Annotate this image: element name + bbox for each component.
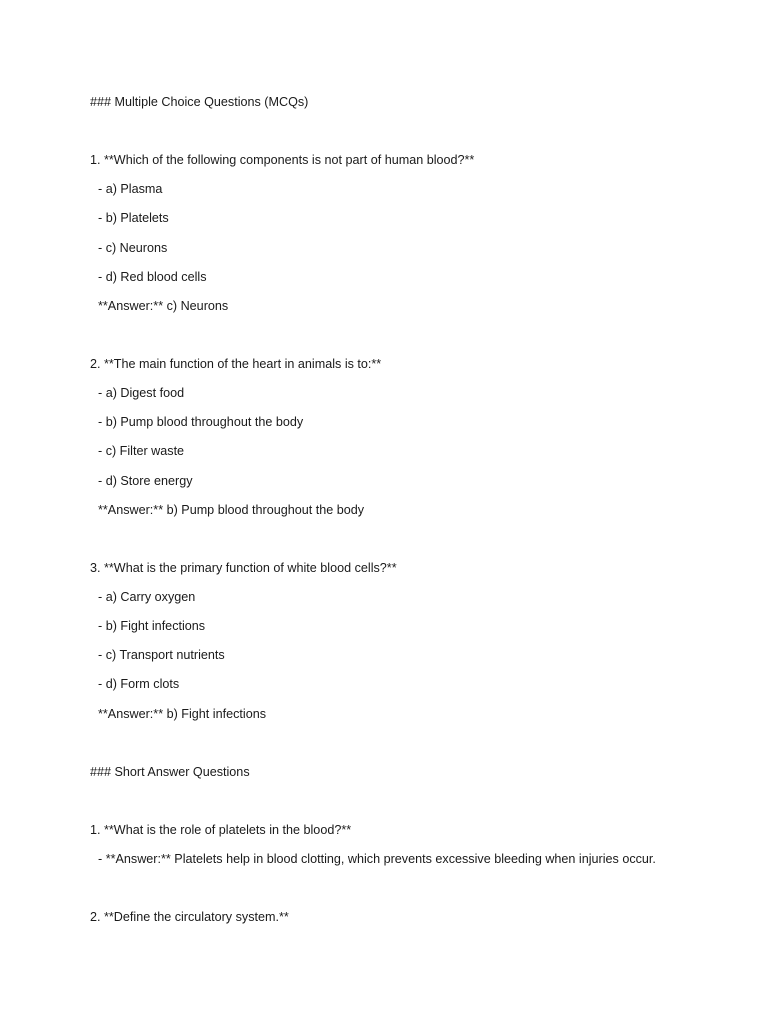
short-question-1: 1. **What is the role of platelets in the blood?** (90, 823, 352, 837)
short-answer-section-heading: ### Short Answer Questions (90, 765, 250, 779)
option-3c: - c) Transport nutrients (98, 648, 225, 662)
answer-1: **Answer:** c) Neurons (98, 299, 229, 313)
mcq-section-heading: ### Multiple Choice Questions (MCQs) (90, 95, 309, 109)
answer-3: **Answer:** b) Fight infections (98, 707, 266, 721)
short-question-2: 2. **Define the circulatory system.** (90, 910, 289, 924)
option-2d: - d) Store energy (98, 474, 193, 488)
option-1a: - a) Plasma (98, 182, 163, 196)
option-1d: - d) Red blood cells (98, 270, 207, 284)
option-1b: - b) Platelets (98, 211, 169, 225)
question-1: 1. **Which of the following components is not part of human blood?** (90, 153, 475, 167)
short-answer-1: - **Answer:** Platelets help in blood clotting, which prevents excessive bleeding when injuries occur. (98, 852, 656, 866)
question-2: 2. **The main function of the heart in animals is to:** (90, 357, 382, 371)
option-3d: - d) Form clots (98, 677, 180, 691)
option-2a: - a) Digest food (98, 386, 185, 400)
answer-2: **Answer:** b) Pump blood throughout the body (98, 503, 365, 517)
question-3: 3. **What is the primary function of white blood cells?** (90, 561, 397, 575)
option-2b: - b) Pump blood throughout the body (98, 415, 304, 429)
option-2c: - c) Filter waste (98, 444, 185, 458)
option-3a: - a) Carry oxygen (98, 590, 196, 604)
option-3b: - b) Fight infections (98, 619, 206, 633)
option-1c: - c) Neurons (98, 241, 168, 255)
